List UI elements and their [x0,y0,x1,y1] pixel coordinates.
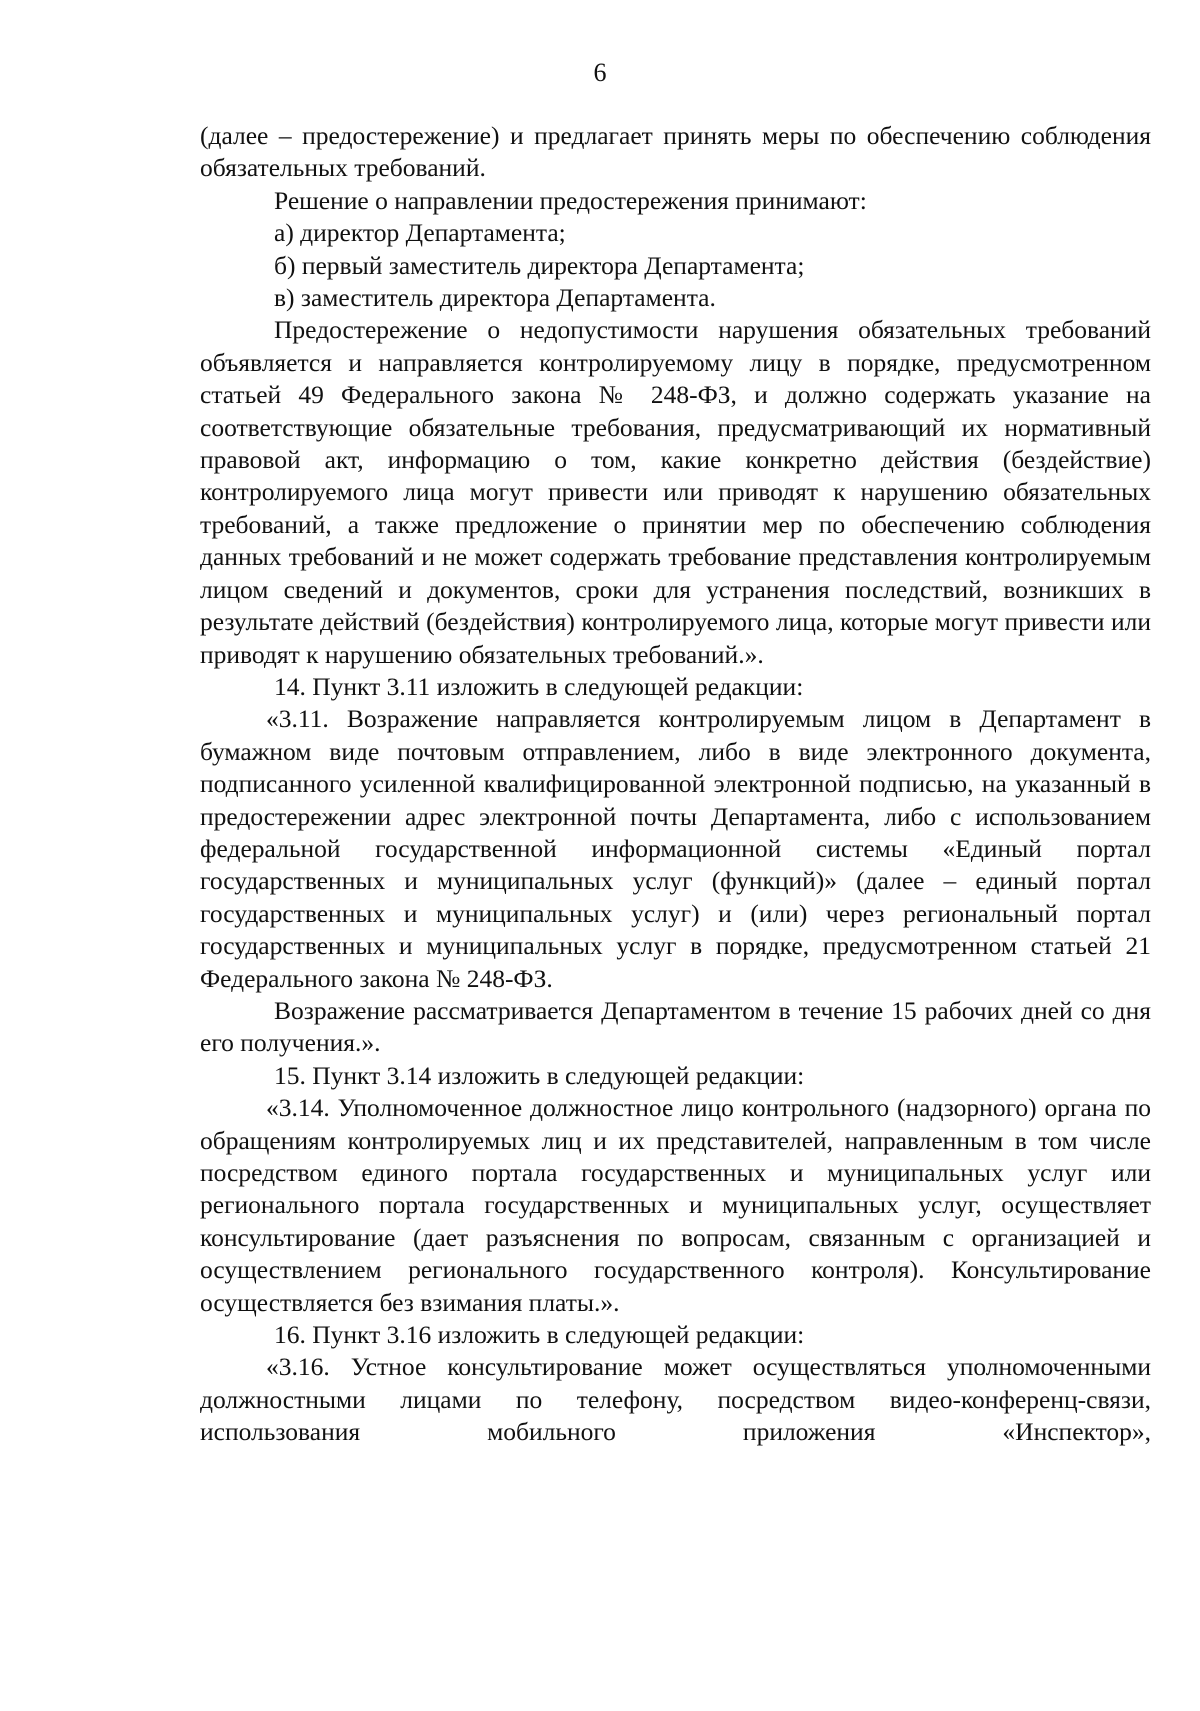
paragraph-warning: Предостережение о недопустимости нарушения обязательных требований объявляется и направляется контролируемому лицу в порядке, предусмотренном статьей 49 Федерального закона № 248-ФЗ, и должно содержать указание на соответствующие обязательные требования, предусматривающий их нормативный правовой акт, информацию о том, какие конкретно действия (бездействие) контролируемого лица могут привести или приводят к нарушению обязательных требований, а также предложение о принятии мер по обеспечению соблюдения данных требований и не может содержать требование представления контролируемым лицом сведений и документов, сроки для устранения последствий, возникших в результате действий (бездействия) контролируемого лица, которые могут привести или приводят к нарушению обязательных требований.». [200,315,1151,669]
paragraph-3-14: «3.14. Уполномоченное должностное лицо контрольного (надзорного) органа по обращениям контролируемых лиц и их представителей, направленным в том числе посредством единого портала государственных и муниципальных услуг или регионального портала государственных и муниципальных услуг, осуществляет консультирование (дает разъяснения по вопросам, связанным с организацией и осуществлением регионального государственного контроля). Консультирование осуществляется без взимания платы.». [200,1093,1151,1317]
list-item-v: в) заместитель директора Департамента. [274,283,716,313]
paragraph-objection: Возражение рассматривается Департаментом в течение 15 рабочих дней со дня его получения.». [200,995,1151,1058]
paragraph-continuation: (далее – предостережение) и предлагает принять меры по обеспечению соблюдения обязательных требований. [200,121,1151,183]
paragraph-3-16: «3.16. Устное консультирование может осуществляться уполномоченными должностными лицами по телефону, посредством видео-конференц-связи, использования мобильного приложения «Инспектор», [200,1352,1151,1447]
paragraph-item-16: 16. Пункт 3.16 изложить в следующей редакции: [274,1320,805,1350]
list-item-b: б) первый заместитель директора Департамента; [274,250,805,280]
page-number: 6 [593,58,607,87]
paragraph-3-11: «3.11. Возражение направляется контролируемым лицом в Департамент в бумажном виде почтовым отправлением, либо в виде электронного документа, подписанного усиленной квалифицированной электронной подписью, на указанный в предостережении адрес электронной почты Департамента, либо с использованием федеральной государственной информационной системы «Единый портал государственных и муниципальных услуг (функций)» (далее – единый портал государственных и муниципальных услуг) и (или) через региональный портал государственных и муниципальных услуг в порядке, предусмотренном статьей 21 Федерального закона № 248-ФЗ. [200,704,1151,993]
document-body [200,120,1151,1449]
paragraph-item-14: 14. Пункт 3.11 изложить в следующей редакции: [274,671,804,701]
list-item-a: а) директор Департамента; [274,218,566,248]
paragraph-item-15: 15. Пункт 3.14 изложить в следующей редакции: [274,1060,805,1090]
paragraph-decision-intro: Решение о направлении предостережения принимают: [274,185,867,215]
